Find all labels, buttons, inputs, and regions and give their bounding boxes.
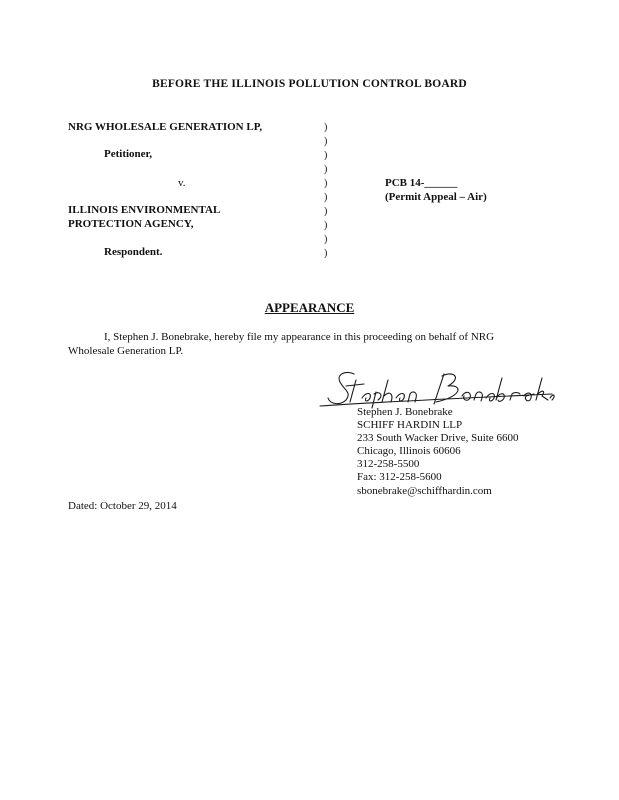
caption-paren: ) bbox=[324, 150, 328, 161]
caption-paren: ) bbox=[324, 164, 328, 175]
dated-line: Dated: October 29, 2014 bbox=[68, 500, 177, 512]
caption-paren: ) bbox=[324, 220, 328, 231]
document-heading: APPEARANCE bbox=[264, 300, 355, 315]
caption-paren: ) bbox=[324, 136, 328, 147]
case-number: PCB 14-______ bbox=[385, 177, 458, 189]
caption-paren: ) bbox=[324, 248, 328, 259]
address-line-2: Chicago, Illinois 60606 bbox=[357, 445, 461, 457]
body-line-2: Wholesale Generation LP. bbox=[68, 345, 184, 357]
respondent-name-line2: PROTECTION AGENCY, bbox=[68, 218, 194, 230]
body-line-1: I, Stephen J. Bonebrake, hereby file my appearance in this proceeding on behalf of NRG bbox=[104, 331, 495, 343]
respondent-role: Respondent. bbox=[104, 246, 163, 258]
address-line-1: 233 South Wacker Drive, Suite 6600 bbox=[357, 432, 519, 444]
phone-number: 312-258-5500 bbox=[357, 458, 420, 470]
caption-paren: ) bbox=[324, 122, 328, 133]
case-type: (Permit Appeal – Air) bbox=[385, 191, 487, 203]
fax-number: Fax: 312-258-5600 bbox=[357, 471, 442, 483]
board-title: BEFORE THE ILLINOIS POLLUTION CONTROL BOARD bbox=[152, 78, 467, 90]
petitioner-name: NRG WHOLESALE GENERATION LP, bbox=[68, 121, 263, 133]
caption-paren: ) bbox=[324, 192, 328, 203]
firm-name: SCHIFF HARDIN LLP bbox=[357, 419, 463, 431]
caption-paren: ) bbox=[324, 178, 328, 189]
respondent-name-line1: ILLINOIS ENVIRONMENTAL bbox=[68, 204, 221, 216]
versus: v. bbox=[178, 177, 186, 189]
caption-paren: ) bbox=[324, 206, 328, 217]
caption-paren: ) bbox=[324, 234, 328, 245]
petitioner-role: Petitioner, bbox=[104, 148, 153, 160]
email-address: sbonebrake@schiffhardin.com bbox=[357, 485, 492, 497]
signer-name: Stephen J. Bonebrake bbox=[357, 406, 453, 418]
